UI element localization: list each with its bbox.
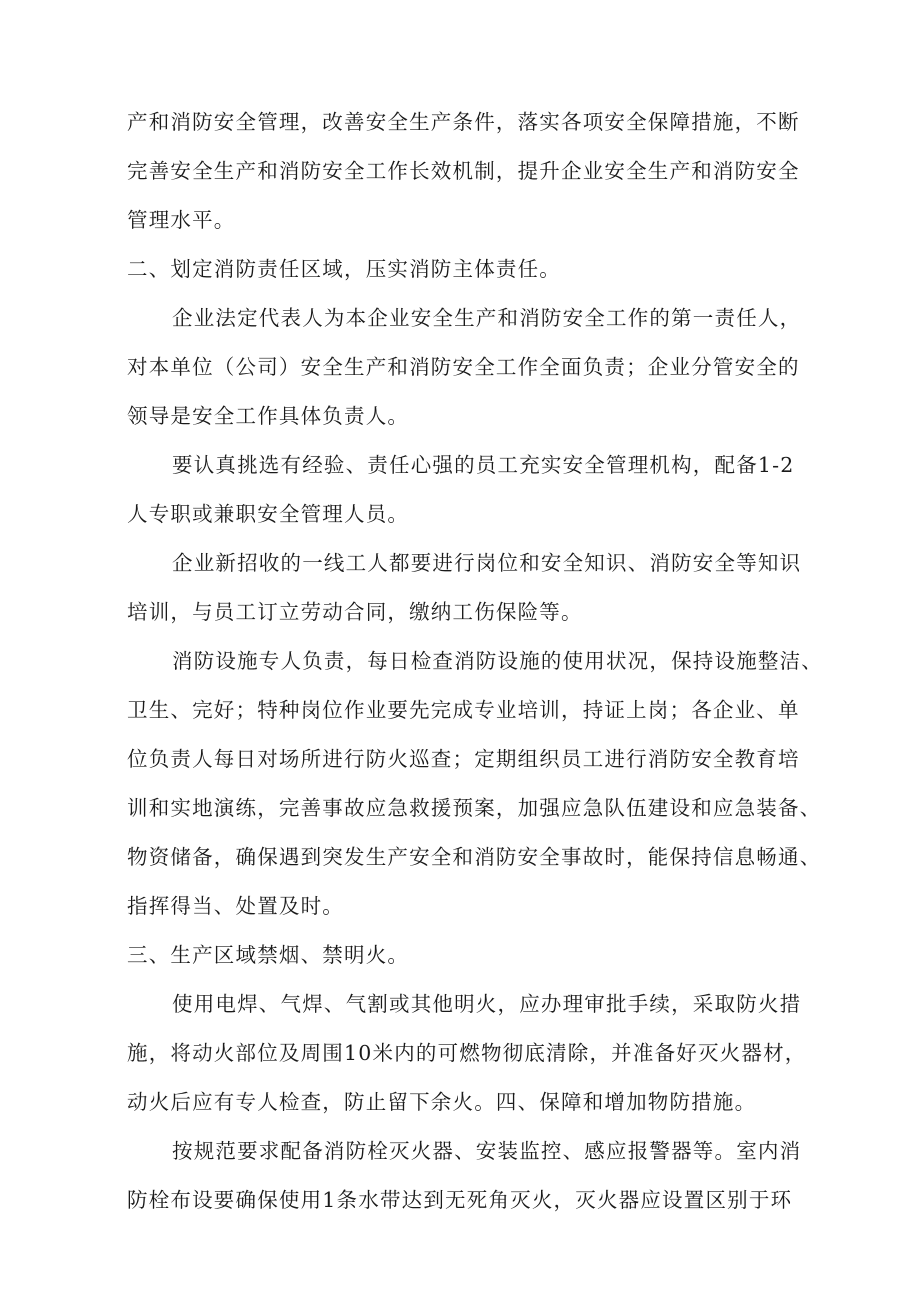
body-text-line: 位负责人每日对场所进行防火巡查；定期组织员工进行消防安全教育培 (127, 747, 800, 771)
body-text-line: 要认真挑选有经验、责任心强的员工充实安全管理机构，配备1-2 (172, 453, 795, 477)
body-text-line: 指挥得当、处置及时。 (127, 894, 344, 918)
body-text-line: 产和消防安全管理，改善安全生产条件，落实各项安全保障措施，不断 (127, 110, 800, 134)
body-text-line: 消防设施专人负责，每日检查消防设施的使用状况，保持设施整洁、 (172, 649, 823, 673)
body-text-line: 企业新招收的一线工人都要进行岗位和安全知识、消防安全等知识 (172, 551, 802, 575)
body-text-line: 防栓布设要确保使用1条水带达到无死角灭火，灭火器应设置区别于环 (127, 1188, 793, 1212)
section-heading-2: 二、划定消防责任区域，压实消防主体责任。 (127, 257, 561, 281)
body-text-line: 卫生、完好；特种岗位作业要先完成专业培训，持证上岗；各企业、单 (127, 698, 800, 722)
section-heading-3: 三、生产区域禁烟、禁明火。 (127, 943, 410, 967)
body-text-line: 按规范要求配备消防栓灭火器、安装监控、感应报警器等。室内消 (172, 1139, 802, 1163)
body-text-line: 施，将动火部位及周围10米内的可燃物彻底清除，并准备好灭火器材， (127, 1041, 807, 1065)
body-text-line: 使用电焊、气焊、气割或其他明火，应办理审批手续，采取防火措 (172, 992, 802, 1016)
body-text-line: 物资储备，确保遇到突发生产安全和消防安全事故时，能保持信息畅通、 (127, 845, 822, 869)
body-text-line: 对本单位（公司）安全生产和消防安全工作全面负责；企业分管安全的 (127, 355, 800, 379)
body-text-line: 培训，与员工订立劳动合同，缴纳工伤保险等。 (127, 600, 583, 624)
body-text-line: 动火后应有专人检查，防止留下余火。四、保障和增加物防措施。 (127, 1090, 757, 1114)
body-text-line: 管理水平。 (127, 208, 236, 232)
body-text-line: 完善安全生产和消防安全工作长效机制，提升企业安全生产和消防安全 (127, 159, 800, 183)
body-text-line: 企业法定代表人为本企业安全生产和消防安全工作的第一责任人， (172, 306, 802, 330)
body-text-line: 领导是安全工作具体负责人。 (127, 404, 410, 428)
body-text-line: 训和实地演练，完善事故应急救援预案，加强应急队伍建设和应急装备、 (127, 796, 822, 820)
body-text-line: 人专职或兼职安全管理人员。 (127, 502, 410, 526)
